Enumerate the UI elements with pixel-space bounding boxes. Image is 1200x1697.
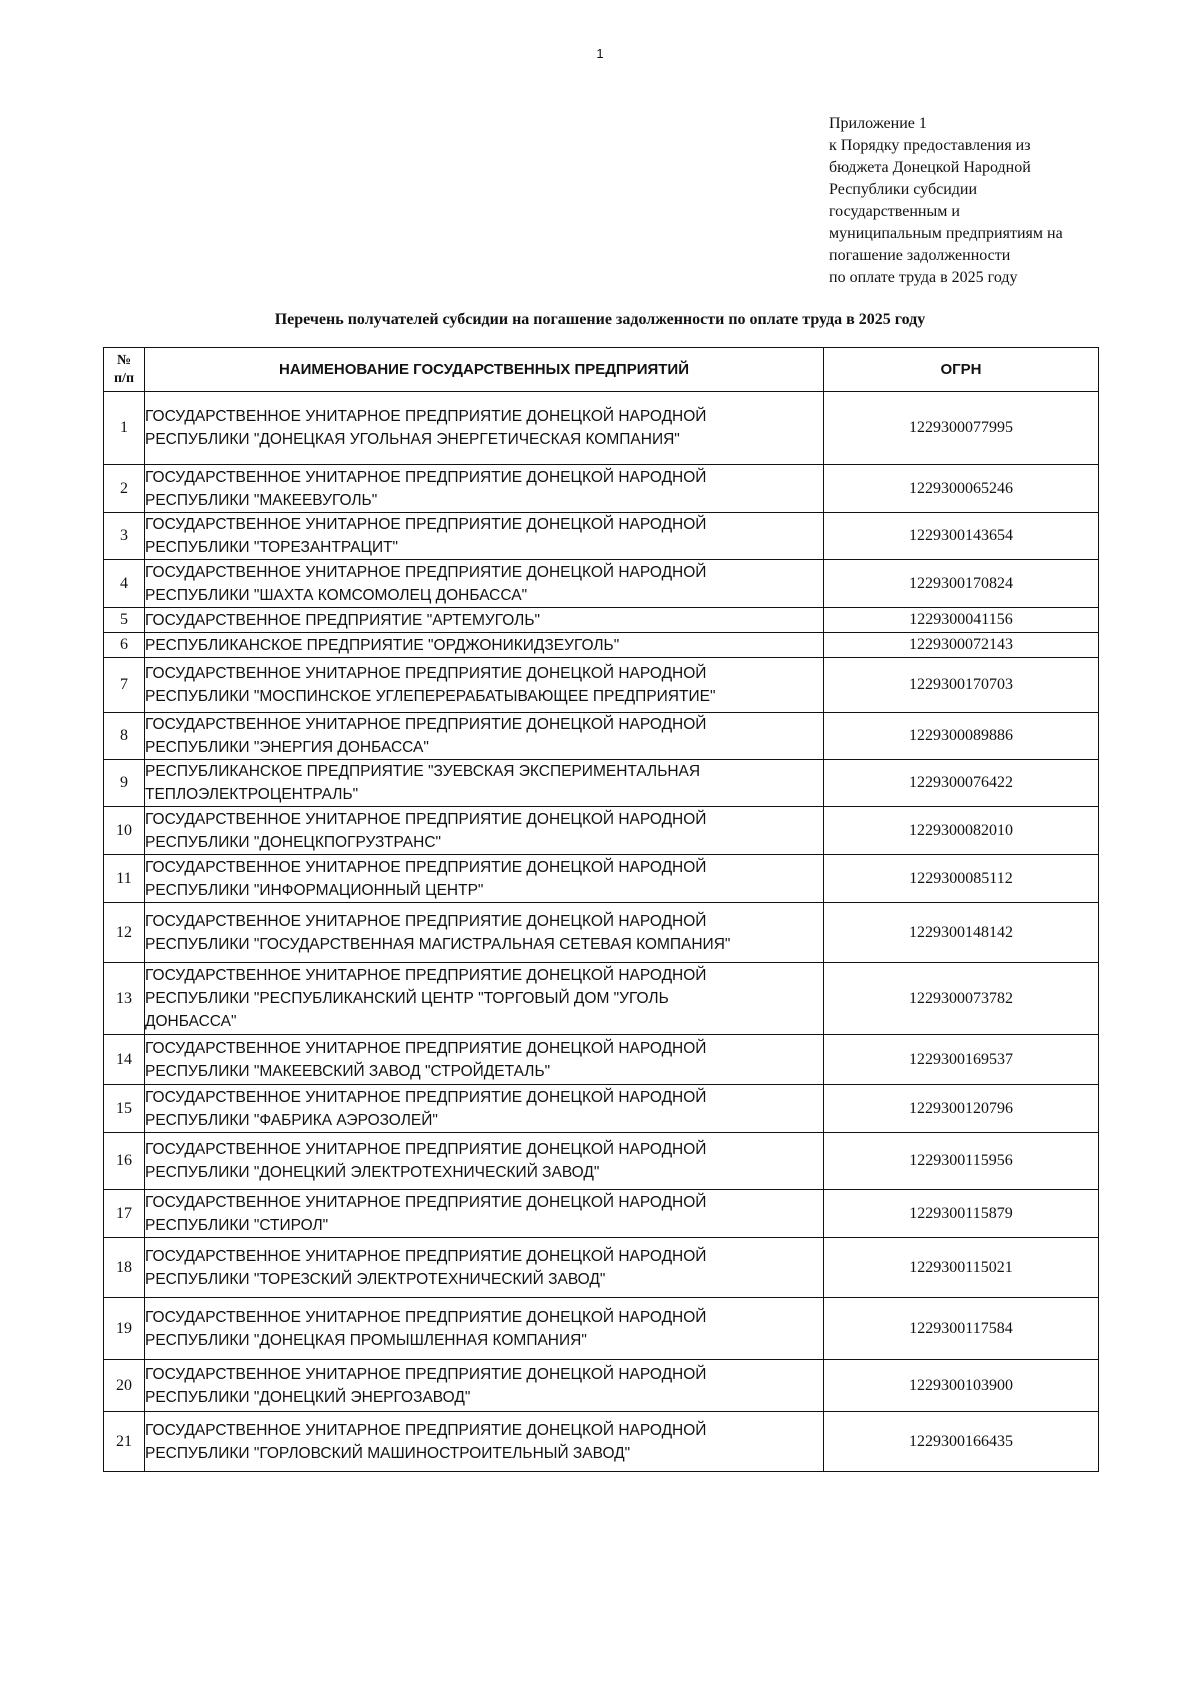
- enterprise-name: ГОСУДАРСТВЕННОЕ УНИТАРНОЕ ПРЕДПРИЯТИЕ ДОНЕЦКОЙ НАРОДНОЙ РЕСПУБЛИКИ "ЭНЕРГИЯ ДОНБАССА": [145, 713, 824, 760]
- table-header-row: [104, 348, 1099, 392]
- ogrn-value: 1229300089886: [824, 713, 1099, 760]
- table-row: [104, 513, 1099, 560]
- ogrn-value: 1229300143654: [824, 513, 1099, 560]
- ogrn-value: 1229300076422: [824, 760, 1099, 807]
- enterprise-name: РЕСПУБЛИКАНСКОЕ ПРЕДПРИЯТИЕ "ЗУЕВСКАЯ ЭКСПЕРИМЕНТАЛЬНАЯ ТЕПЛОЭЛЕКТРОЦЕНТРАЛЬ": [145, 760, 824, 807]
- annex-line: государственным и: [829, 203, 960, 220]
- ogrn-value: 1229300148142: [824, 903, 1099, 963]
- enterprise-name: ГОСУДАРСТВЕННОЕ ПРЕДПРИЯТИЕ "АРТЕМУГОЛЬ": [145, 608, 824, 633]
- enterprise-name: ГОСУДАРСТВЕННОЕ УНИТАРНОЕ ПРЕДПРИЯТИЕ ДОНЕЦКОЙ НАРОДНОЙ РЕСПУБЛИКИ "ДОНЕЦКПОГРУЗТРАНС": [145, 807, 824, 855]
- ogrn-value: 1229300085112: [824, 855, 1099, 903]
- annex-line: Приложение 1: [829, 115, 927, 132]
- table-row: [104, 1238, 1099, 1298]
- enterprise-name: ГОСУДАРСТВЕННОЕ УНИТАРНОЕ ПРЕДПРИЯТИЕ ДОНЕЦКОЙ НАРОДНОЙ РЕСПУБЛИКИ "ШАХТА КОМСОМОЛЕЦ ДОНБАССА": [145, 560, 824, 608]
- enterprise-name: ГОСУДАРСТВЕННОЕ УНИТАРНОЕ ПРЕДПРИЯТИЕ ДОНЕЦКОЙ НАРОДНОЙ РЕСПУБЛИКИ "ДОНЕЦКАЯ ПРОМЫШЛЕННАЯ КОМПАНИЯ": [145, 1298, 824, 1360]
- page-number: 1: [596, 46, 604, 61]
- ogrn-value: 1229300120796: [824, 1085, 1099, 1133]
- table-row: [104, 760, 1099, 807]
- header-number: № п/п: [104, 348, 145, 392]
- table-body: [104, 392, 1099, 1472]
- ogrn-value: 1229300170703: [824, 658, 1099, 713]
- table-row: [104, 560, 1099, 608]
- table-row: [104, 963, 1099, 1035]
- table-row: [104, 465, 1099, 513]
- row-number: 20: [104, 1360, 145, 1412]
- enterprise-name: ГОСУДАРСТВЕННОЕ УНИТАРНОЕ ПРЕДПРИЯТИЕ ДОНЕЦКОЙ НАРОДНОЙ РЕСПУБЛИКИ "МАКЕЕВУГОЛЬ": [145, 465, 824, 513]
- row-number: 17: [104, 1190, 145, 1238]
- table-row: [104, 1360, 1099, 1412]
- ogrn-value: 1229300082010: [824, 807, 1099, 855]
- ogrn-value: 1229300115879: [824, 1190, 1099, 1238]
- ogrn-value: 1229300072143: [824, 633, 1099, 658]
- table-row: [104, 658, 1099, 713]
- enterprise-name: ГОСУДАРСТВЕННОЕ УНИТАРНОЕ ПРЕДПРИЯТИЕ ДОНЕЦКОЙ НАРОДНОЙ РЕСПУБЛИКИ "ГОРЛОВСКИЙ МАШИНОСТРОИТЕЛЬНЫЙ ЗАВОД": [145, 1412, 824, 1472]
- enterprise-name: ГОСУДАРСТВЕННОЕ УНИТАРНОЕ ПРЕДПРИЯТИЕ ДОНЕЦКОЙ НАРОДНОЙ РЕСПУБЛИКИ "МОСПИНСКОЕ УГЛЕПЕРЕРАБАТЫВАЮЩЕЕ ПРЕДПРИЯТИЕ": [145, 658, 824, 713]
- header-ogrn: ОГРН: [824, 348, 1099, 392]
- table-row: [104, 1035, 1099, 1085]
- enterprise-name: РЕСПУБЛИКАНСКОЕ ПРЕДПРИЯТИЕ "ОРДЖОНИКИДЗЕУГОЛЬ": [145, 633, 824, 658]
- table-row: [104, 633, 1099, 658]
- row-number: 13: [104, 963, 145, 1035]
- row-number: 6: [104, 633, 145, 658]
- row-number: 4: [104, 560, 145, 608]
- ogrn-value: 1229300170824: [824, 560, 1099, 608]
- ogrn-value: 1229300115021: [824, 1238, 1099, 1298]
- row-number: 12: [104, 903, 145, 963]
- annex-line: Республики субсидии: [829, 181, 978, 198]
- annex-line: бюджета Донецкой Народной: [829, 159, 1031, 176]
- ogrn-value: 1229300103900: [824, 1360, 1099, 1412]
- table-row: [104, 1412, 1099, 1472]
- enterprise-name: ГОСУДАРСТВЕННОЕ УНИТАРНОЕ ПРЕДПРИЯТИЕ ДОНЕЦКОЙ НАРОДНОЙ РЕСПУБЛИКИ "ТОРЕЗАНТРАЦИТ": [145, 513, 824, 560]
- enterprise-name: ГОСУДАРСТВЕННОЕ УНИТАРНОЕ ПРЕДПРИЯТИЕ ДОНЕЦКОЙ НАРОДНОЙ РЕСПУБЛИКИ "ИНФОРМАЦИОННЫЙ ЦЕНТР": [145, 855, 824, 903]
- ogrn-value: 1229300117584: [824, 1298, 1099, 1360]
- row-number: 8: [104, 713, 145, 760]
- row-number: 19: [104, 1298, 145, 1360]
- row-number: 14: [104, 1035, 145, 1085]
- row-number: 2: [104, 465, 145, 513]
- row-number: 7: [104, 658, 145, 713]
- ogrn-value: 1229300166435: [824, 1412, 1099, 1472]
- header-name: НАИМЕНОВАНИЕ ГОСУДАРСТВЕННЫХ ПРЕДПРИЯТИЙ: [145, 348, 824, 392]
- row-number: 11: [104, 855, 145, 903]
- enterprise-name: ГОСУДАРСТВЕННОЕ УНИТАРНОЕ ПРЕДПРИЯТИЕ ДОНЕЦКОЙ НАРОДНОЙ РЕСПУБЛИКИ "МАКЕЕВСКИЙ ЗАВОД "СТРОЙДЕТАЛЬ": [145, 1035, 824, 1085]
- annex-line: к Порядку предоставления из: [829, 137, 1031, 154]
- ogrn-value: 1229300073782: [824, 963, 1099, 1035]
- row-number: 16: [104, 1133, 145, 1190]
- annex-block: [829, 113, 1129, 289]
- row-number: 3: [104, 513, 145, 560]
- enterprise-name: ГОСУДАРСТВЕННОЕ УНИТАРНОЕ ПРЕДПРИЯТИЕ ДОНЕЦКОЙ НАРОДНОЙ РЕСПУБЛИКИ "ДОНЕЦКАЯ УГОЛЬНАЯ ЭНЕРГЕТИЧЕСКАЯ КОМПАНИЯ": [145, 392, 824, 465]
- ogrn-value: 1229300115956: [824, 1133, 1099, 1190]
- row-number: 15: [104, 1085, 145, 1133]
- table-row: [104, 713, 1099, 760]
- row-number: 1: [104, 392, 145, 465]
- annex-line: по оплате труда в 2025 году: [829, 269, 1018, 286]
- ogrn-value: 1229300169537: [824, 1035, 1099, 1085]
- table-row: [104, 1085, 1099, 1133]
- ogrn-value: 1229300065246: [824, 465, 1099, 513]
- row-number: 10: [104, 807, 145, 855]
- table-row: [104, 1298, 1099, 1360]
- ogrn-value: 1229300077995: [824, 392, 1099, 465]
- enterprise-name: ГОСУДАРСТВЕННОЕ УНИТАРНОЕ ПРЕДПРИЯТИЕ ДОНЕЦКОЙ НАРОДНОЙ РЕСПУБЛИКИ "ФАБРИКА АЭРОЗОЛЕЙ": [145, 1085, 824, 1133]
- recipients-table: [103, 347, 1099, 1472]
- annex-line: муниципальным предприятиям на: [829, 225, 1063, 242]
- table-row: [104, 1133, 1099, 1190]
- row-number: 5: [104, 608, 145, 633]
- enterprise-name: ГОСУДАРСТВЕННОЕ УНИТАРНОЕ ПРЕДПРИЯТИЕ ДОНЕЦКОЙ НАРОДНОЙ РЕСПУБЛИКИ "СТИРОЛ": [145, 1190, 824, 1238]
- enterprise-name: ГОСУДАРСТВЕННОЕ УНИТАРНОЕ ПРЕДПРИЯТИЕ ДОНЕЦКОЙ НАРОДНОЙ РЕСПУБЛИКИ "РЕСПУБЛИКАНСКИЙ ЦЕНТР "ТОРГОВЫЙ ДОМ "УГОЛЬ ДОНБАССА": [145, 963, 824, 1035]
- table-row: [104, 855, 1099, 903]
- enterprise-name: ГОСУДАРСТВЕННОЕ УНИТАРНОЕ ПРЕДПРИЯТИЕ ДОНЕЦКОЙ НАРОДНОЙ РЕСПУБЛИКИ "ГОСУДАРСТВЕННАЯ МАГИСТРАЛЬНАЯ СЕТЕВАЯ КОМПАНИЯ": [145, 903, 824, 963]
- table-row: [104, 608, 1099, 633]
- enterprise-name: ГОСУДАРСТВЕННОЕ УНИТАРНОЕ ПРЕДПРИЯТИЕ ДОНЕЦКОЙ НАРОДНОЙ РЕСПУБЛИКИ "ТОРЕЗСКИЙ ЭЛЕКТРОТЕХНИЧЕСКИЙ ЗАВОД": [145, 1238, 824, 1298]
- document-title: Перечень получателей субсидии на погашение задолженности по оплате труда в 2025 году: [274, 311, 926, 328]
- row-number: 21: [104, 1412, 145, 1472]
- enterprise-name: ГОСУДАРСТВЕННОЕ УНИТАРНОЕ ПРЕДПРИЯТИЕ ДОНЕЦКОЙ НАРОДНОЙ РЕСПУБЛИКИ "ДОНЕЦКИЙ ЭНЕРГОЗАВОД": [145, 1360, 824, 1412]
- table-row: [104, 1190, 1099, 1238]
- enterprise-name: ГОСУДАРСТВЕННОЕ УНИТАРНОЕ ПРЕДПРИЯТИЕ ДОНЕЦКОЙ НАРОДНОЙ РЕСПУБЛИКИ "ДОНЕЦКИЙ ЭЛЕКТРОТЕХНИЧЕСКИЙ ЗАВОД": [145, 1133, 824, 1190]
- table-row: [104, 392, 1099, 465]
- table-row: [104, 807, 1099, 855]
- ogrn-value: 1229300041156: [824, 608, 1099, 633]
- table-row: [104, 903, 1099, 963]
- annex-line: погашение задолженности: [829, 247, 1011, 264]
- row-number: 18: [104, 1238, 145, 1298]
- row-number: 9: [104, 760, 145, 807]
